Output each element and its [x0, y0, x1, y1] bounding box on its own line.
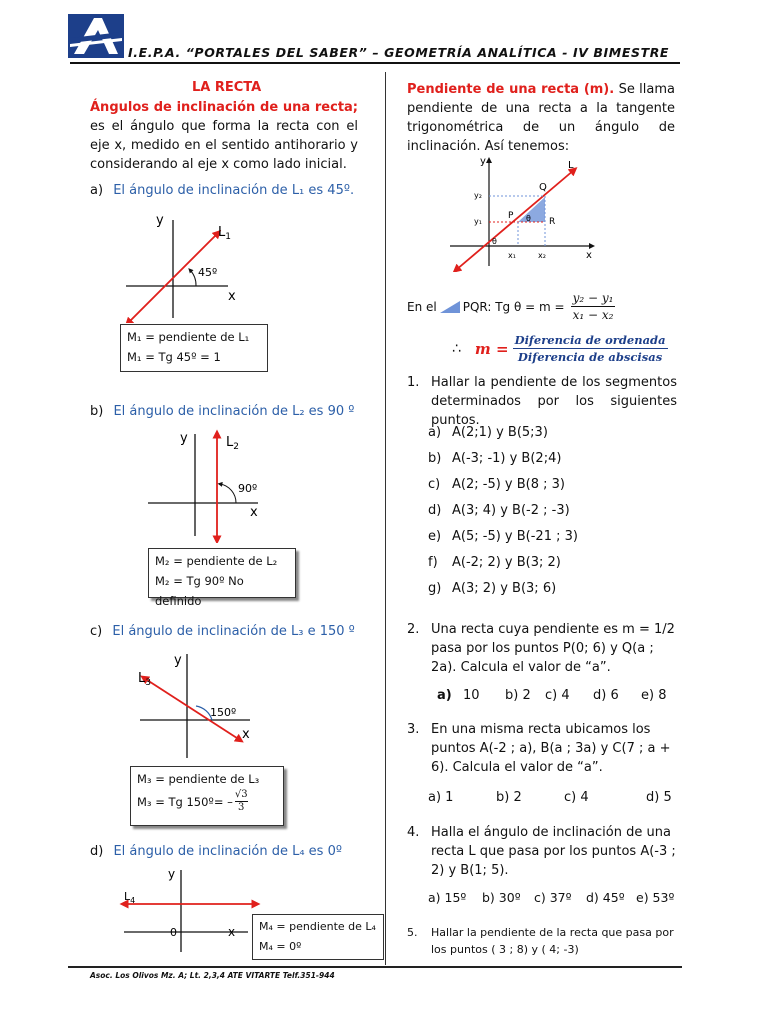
diag-x2: x₂: [538, 251, 546, 260]
origin-label: 0: [170, 926, 177, 939]
diag-y1: y₁: [474, 217, 482, 226]
diagram-l2: [140, 428, 270, 543]
list-item: g) A(3; 2) y B(3; 6): [428, 581, 557, 596]
q-text: Halla el ángulo de inclinación de una recta L que pasa por los puntos A(-3 ; 2) y B(1; 5).: [431, 825, 676, 878]
list-item: c) A(2; -5) y B(8 ; 3): [428, 477, 565, 492]
diag-P: P: [508, 211, 514, 221]
box-l4: [252, 914, 384, 960]
list-item: b) A(-3; -1) y B(2;4): [428, 451, 562, 466]
q-num: 3.: [407, 722, 420, 737]
case-c: [90, 622, 355, 641]
q-text: Una recta cuya pendiente es m = 1/2 pasa por los puntos P(0; 6) y Q(a ; 2a). Calcula el valor de “a”.: [431, 622, 675, 675]
q-text: En una misma recta ubicamos los puntos A(-2 ; a), B(a ; 3a) y C(7 ; a + 6). Calcula el valor de “a”.: [431, 722, 671, 775]
box-line: M₃ = pendiente de L₃: [137, 772, 260, 786]
list-item: e) A(5; -5) y B(-21 ; 3): [428, 529, 578, 544]
footer-address: Asoc. Los Olivos Mz. A; Lt. 2,3,4 ATE VITARTE Telf.351-944: [90, 971, 335, 980]
box-line: M₂ = pendiente de L₂: [155, 554, 278, 568]
q-text: Hallar la pendiente de los segmentos determinados por los siguientes puntos.: [431, 375, 677, 428]
diag-Q: Q: [539, 182, 547, 193]
intro-bold: Ángulos de inclinación de una recta;: [90, 100, 358, 115]
axis-y: y: [174, 653, 182, 668]
box-l3: [130, 766, 284, 826]
case-letter: b): [90, 404, 104, 419]
list-item: a) A(2;1) y B(5;3): [428, 425, 548, 440]
axis-x: x: [228, 289, 236, 304]
triangle-icon: [439, 300, 461, 314]
case-d: [90, 842, 342, 861]
case-text: El ángulo de inclinación de L₃ e 150 º: [112, 624, 355, 639]
diag-R: R: [549, 217, 556, 227]
box-line: M₁ = Tg 45º = 1: [127, 350, 221, 364]
box-line: M₁ = pendiente de L₁: [127, 330, 250, 344]
column-divider: [385, 72, 386, 965]
q-num: 2.: [407, 622, 420, 637]
case-letter: c): [90, 624, 103, 639]
box-line: M₂ = Tg 90º No definido: [155, 574, 244, 608]
case-letter: a): [90, 183, 104, 198]
question-5: [407, 924, 679, 958]
diag-y2: y₂: [474, 191, 482, 200]
footer-rule: [68, 966, 682, 968]
angle-label: 90º: [238, 482, 258, 495]
svg-text:L3: $L_3$: [138, 671, 151, 688]
box-l1: [120, 324, 268, 372]
case-letter: d): [90, 844, 104, 859]
angle-label: 45º: [198, 266, 218, 279]
sqrt-num: √3: [234, 789, 248, 800]
intro-paragraph: [90, 98, 358, 174]
question-3: [407, 720, 677, 777]
axis-y: y: [156, 213, 164, 228]
header-title: I.E.P.A. “PORTALES DEL SABER” – GEOMETRÍA ANALÍTICA - IV BIMESTRE: [128, 45, 670, 60]
header-rule: [70, 62, 680, 64]
question-1: [407, 373, 677, 430]
diag-x: x: [586, 250, 592, 261]
list-item: d) A(3; 4) y B(-2 ; -3): [428, 503, 570, 518]
therefore: ∴: [452, 340, 461, 357]
slope-text: Se llama pendiente de una recta a la tangente trigonométrica de un ángulo de inclinación. Así tenemos:: [407, 82, 676, 154]
box-line: M₃ = Tg 150º= –: [137, 794, 233, 809]
case-text: El ángulo de inclinación de L₁ es 45º.: [113, 183, 355, 198]
formula-mid: PQR: Tg θ = m =: [462, 299, 565, 314]
formula-prefix: En el: [407, 299, 437, 314]
q1-items: [428, 423, 668, 605]
angle-label: 150º: [210, 706, 237, 719]
diag-y: y: [480, 156, 486, 167]
q3-options: a) 1 b) 2 c) 4 d) 5: [428, 790, 672, 805]
box-l2: [148, 548, 296, 608]
school-logo: [68, 14, 124, 58]
frac-den: x₁ − x₂: [572, 308, 614, 322]
q-num: 4.: [407, 825, 420, 840]
case-b: [90, 402, 354, 421]
diag-L: L: [568, 160, 574, 171]
frac-num: y₂ − y₁: [572, 291, 614, 305]
q2-options: a) 10 b) 2 c) 4 d) 6 e) 8: [437, 688, 667, 703]
case-a: [90, 181, 354, 200]
box-line: M₄ = pendiente de L₄: [259, 920, 376, 933]
m-num: Diferencia de ordenada: [514, 333, 666, 347]
formula-row: [407, 290, 615, 323]
svg-text:L1: $L_1$: [218, 225, 231, 242]
slope-definition: [407, 80, 675, 156]
sqrt-den: 3: [238, 802, 245, 813]
diag-x1: x₁: [508, 251, 516, 260]
diag-theta: θ: [526, 214, 531, 223]
axis-x: x: [242, 727, 250, 742]
m-den: Diferencia de abscisas: [517, 350, 663, 364]
question-4: [407, 823, 679, 880]
diagram-l1: [118, 208, 248, 323]
q4-options: a) 15º b) 30º c) 37º d) 45º e) 53º: [428, 890, 675, 905]
q-num: 1.: [407, 375, 420, 390]
question-2: [407, 620, 677, 677]
intro-rest: es el ángulo que forma la recta con el eje x, medido en el sentido antihorario y considerando al eje x como lado inicial.: [90, 119, 358, 172]
svg-text:L2: $L_2$: [226, 435, 239, 452]
m-formula: [452, 332, 668, 365]
q-text: Hallar la pendiente de la recta que pasa por los puntos ( 3 ; 8) y ( 4; -3): [431, 926, 674, 956]
box-line: M₄ = 0º: [259, 940, 302, 953]
case-text: El ángulo de inclinación de L₂ es 90 º: [113, 404, 355, 419]
axis-y: y: [180, 431, 188, 446]
slope-diagram: [442, 154, 610, 272]
axis-y: y: [168, 867, 176, 881]
diag-theta: θ: [492, 237, 497, 246]
m-label: m =: [474, 339, 509, 358]
slope-title: Pendiente de una recta (m).: [407, 82, 615, 97]
list-item: f) A(-2; 2) y B(3; 2): [428, 555, 561, 570]
q-num: 5.: [407, 926, 418, 939]
case-text: El ángulo de inclinación de L₄ es 0º: [113, 844, 342, 859]
section-title: LA RECTA: [192, 80, 262, 95]
svg-text:L4: $L_4$: [124, 890, 136, 905]
axis-x: x: [250, 505, 258, 520]
axis-x: x: [228, 925, 236, 939]
diagram-l3: [132, 650, 262, 765]
